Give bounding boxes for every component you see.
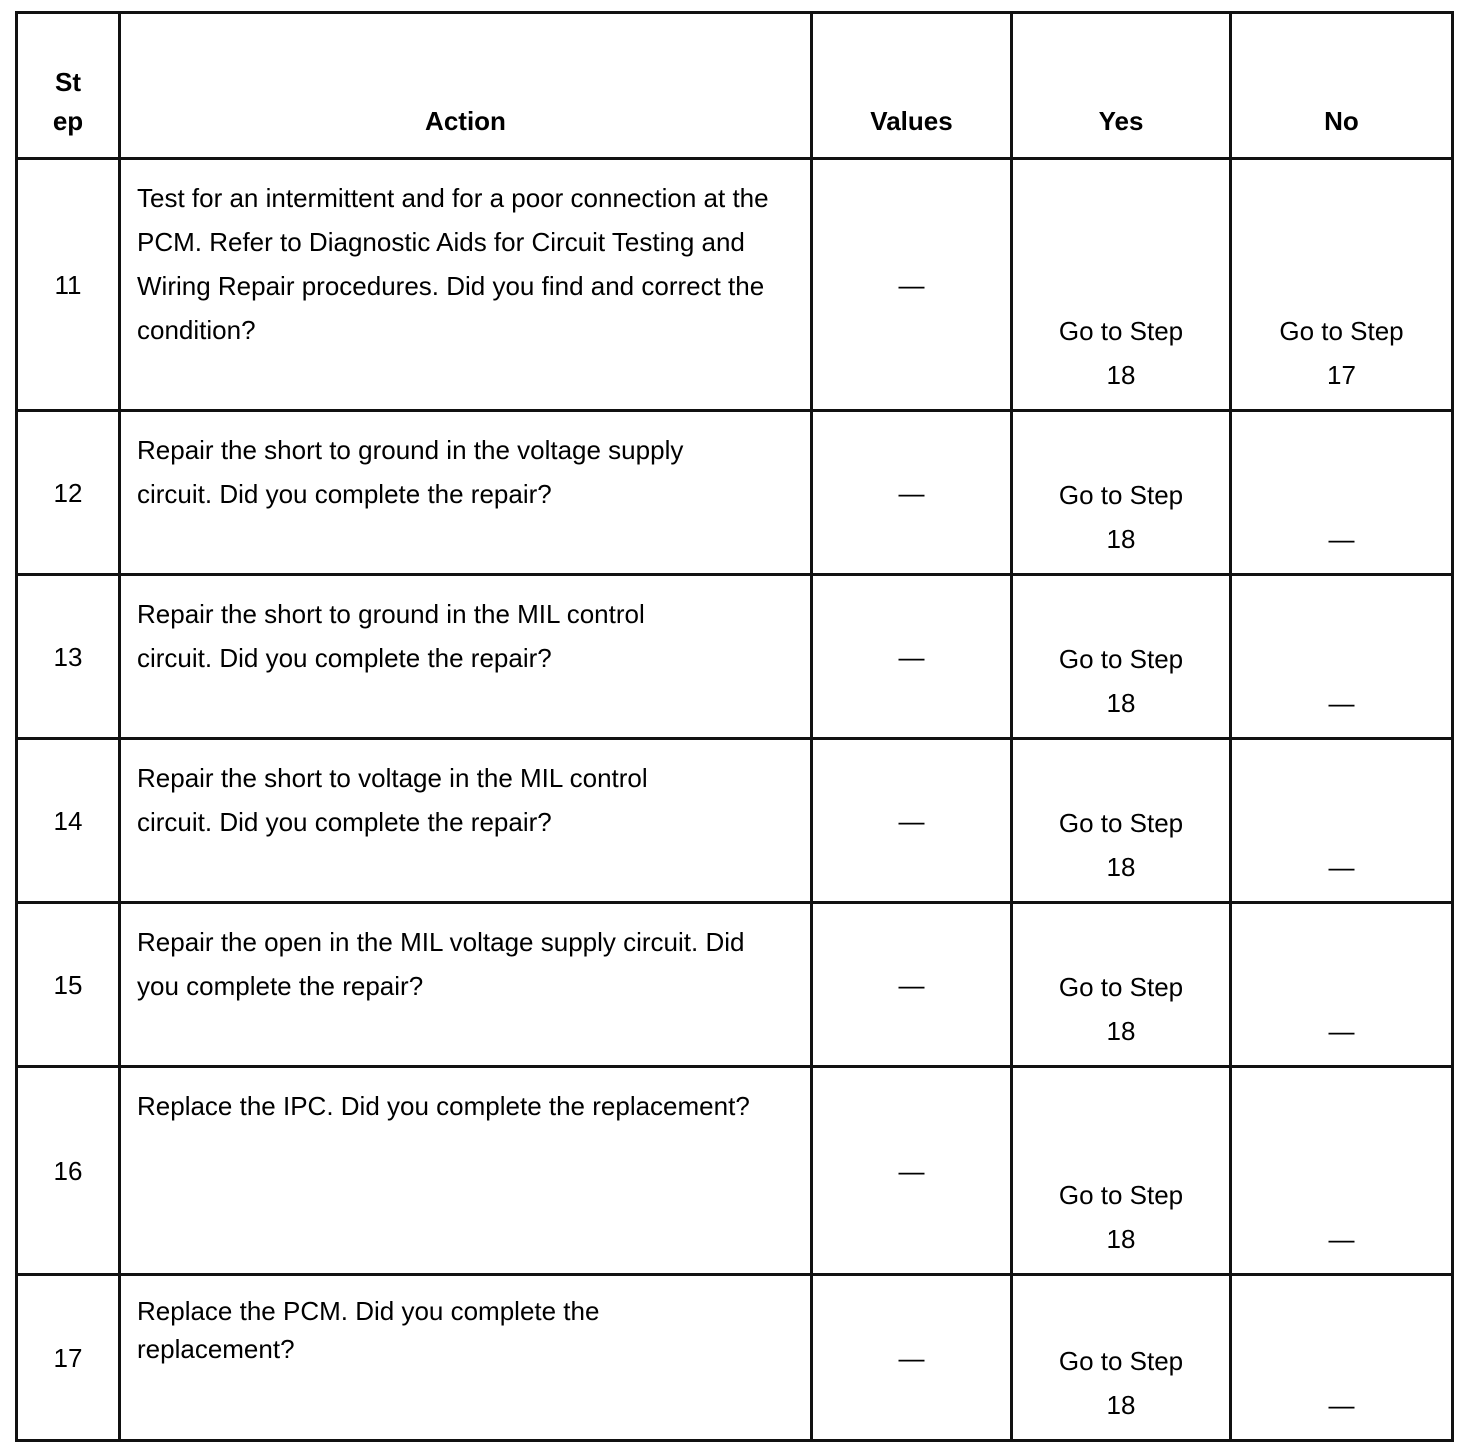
header-row (17, 13, 1453, 159)
step-number: 13 (17, 575, 120, 739)
yes-cell (1012, 159, 1231, 411)
table-row (17, 411, 1453, 575)
yes-cell (1012, 1067, 1231, 1275)
no-dash: — (1328, 688, 1355, 718)
table-row (17, 1067, 1453, 1275)
action-text: Repair the open in the MIL voltage supply circuit. Did you complete the repair? (120, 903, 812, 1067)
header-step (17, 13, 120, 159)
values-dash: — (898, 269, 925, 300)
step-number: 15 (17, 903, 120, 1067)
table-row (17, 575, 1453, 739)
no-cell (1231, 575, 1453, 739)
values-cell (812, 739, 1012, 903)
yes-goto-step: 18 (1106, 688, 1136, 718)
action-text: Repair the short to ground in the MIL control circuit. Did you complete the repair? (120, 575, 812, 739)
table-row (17, 159, 1453, 411)
yes-goto-label: Go to Step (1058, 808, 1184, 838)
no-cell (1231, 159, 1453, 411)
no-dash: — (1328, 1224, 1355, 1254)
step-number: 17 (17, 1275, 120, 1441)
action-text: Test for an intermittent and for a poor connection at the PCM. Refer to Diagnostic Aids for Circuit Testing and Wiring Repair procedures. Did you find and correct the condition? (120, 159, 812, 411)
no-cell (1231, 903, 1453, 1067)
yes-goto-step: 18 (1106, 524, 1136, 554)
action-text: Repair the short to voltage in the MIL control circuit. Did you complete the repair? (120, 739, 812, 903)
values-dash: — (898, 477, 925, 508)
action-text: Replace the PCM. Did you complete the replacement? (120, 1275, 812, 1441)
yes-cell (1012, 903, 1231, 1067)
values-dash: — (898, 641, 925, 672)
yes-cell (1012, 739, 1231, 903)
no-cell (1231, 739, 1453, 903)
yes-goto-label: Go to Step (1058, 1346, 1184, 1376)
table-row (17, 903, 1453, 1067)
yes-goto-step: 18 (1106, 360, 1136, 390)
values-dash: — (898, 1342, 925, 1373)
values-dash: — (898, 805, 925, 836)
yes-cell (1012, 575, 1231, 739)
step-number: 12 (17, 411, 120, 575)
no-cell (1231, 1067, 1453, 1275)
header-values: Values (812, 13, 1012, 159)
yes-goto-step: 18 (1106, 852, 1136, 882)
yes-goto-label: Go to Step (1058, 1180, 1184, 1210)
yes-goto-label: Go to Step (1058, 480, 1184, 510)
no-dash: — (1328, 852, 1355, 882)
no-goto-label: Go to Step (1279, 316, 1404, 346)
values-cell (812, 159, 1012, 411)
table-row (17, 739, 1453, 903)
step-number: 11 (17, 159, 120, 411)
values-dash: — (898, 1155, 925, 1186)
yes-goto-label: Go to Step (1058, 972, 1184, 1002)
values-dash: — (898, 969, 925, 1000)
step-number: 16 (17, 1067, 120, 1275)
yes-cell (1012, 1275, 1231, 1441)
header-step-line2: ep (52, 106, 84, 136)
action-text: Replace the IPC. Did you complete the replacement? (120, 1067, 812, 1275)
no-dash: — (1328, 1016, 1355, 1046)
step-number: 14 (17, 739, 120, 903)
table-row (17, 1275, 1453, 1441)
yes-cell (1012, 411, 1231, 575)
yes-goto-step: 18 (1106, 1390, 1136, 1420)
yes-goto-label: Go to Step (1058, 316, 1184, 346)
values-cell (812, 1067, 1012, 1275)
header-yes: Yes (1012, 13, 1231, 159)
yes-goto-label: Go to Step (1058, 644, 1184, 674)
values-cell (812, 575, 1012, 739)
header-no: No (1231, 13, 1453, 159)
no-goto-step: 17 (1327, 360, 1356, 390)
no-cell (1231, 1275, 1453, 1441)
no-cell (1231, 411, 1453, 575)
values-cell (812, 1275, 1012, 1441)
diagnostic-table (15, 11, 1454, 1442)
values-cell (812, 903, 1012, 1067)
header-action: Action (120, 13, 812, 159)
action-text: Repair the short to ground in the voltage supply circuit. Did you complete the repair? (120, 411, 812, 575)
yes-goto-step: 18 (1106, 1016, 1136, 1046)
values-cell (812, 411, 1012, 575)
yes-goto-step: 18 (1106, 1224, 1136, 1254)
no-dash: — (1328, 1390, 1355, 1420)
no-dash: — (1328, 524, 1355, 554)
header-step-line1: St (55, 67, 81, 97)
